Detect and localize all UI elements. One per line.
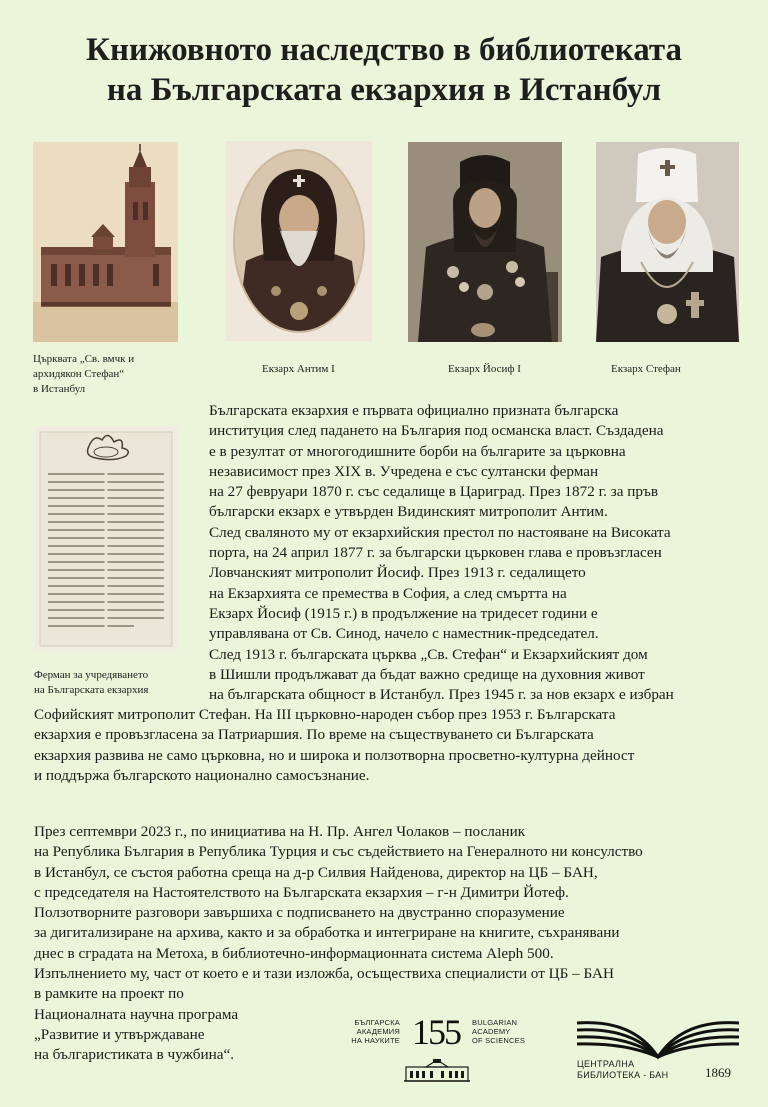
antim-portrait	[226, 141, 372, 341]
bas-logo-en-text: BULGARIAN ACADEMY OF SCIENCES	[472, 1018, 526, 1045]
yosif-caption: Екзарх Йосиф I	[448, 363, 521, 375]
page-title	[0, 30, 768, 110]
ferman-caption: Ферман за учредяването на Българската екзархия	[34, 669, 149, 696]
bas-logo-number: 155	[412, 1012, 460, 1052]
body-text-right: Българската екзархия е първата официално призната българска институция след падането на България под османска власт. Създадена е в резултат от многогодишните борби на българите за църковна независимост през XIX в. Учредена е със султански ферман на 27 февруари 1870 г. със седалище в Цариград. През 1872 г. за пръв български екзарх е утвърден Видинският митрополит Антим. След сваляното му от екзархийския престол по настояване на Високата порта, на 24 април 1877 г. за български църковен глава е провъзгласен Ловчанският митрополит Йосиф. През 1913 г. седалището на Екзархията се премества в София, а след смъртта на Екзарх Йосиф (1915 г.) в продължение на тридесет години е управлявана от Св. Синод, начело с наместник-председател. След 1913 г. българската църква „Св. Стефан“ и Екзархийският дом в Шишли продължават да бъдат важно средище на духовния живот на българската общност в Истанбул. През 1945 г. за нов екзарх е избран	[209, 402, 674, 704]
body-text-second: През септември 2023 г., по инициатива на Н. Пр. Ангел Чолаков – посланик на Република България в Република Турция и със съдействието на Генералното ни консулство в Истанбул, се състоя работна среща на д-р Силвия Найденова, директор на ЦБ – БАН, с председателя на Настоятелството на Българската екзархия – г-н Димитри Йотеф. Ползотворните разговори завършиха с подписването на двустранно споразумение за дигитализиране на архива, както и за обработка и интегриране на книгите, съхранявани днес в сградата на Метоха, в библиотечно-информационната система Aleph 500. Изпълнението му, част от което е и тази изложба, осъществиха специалисти от ЦБ – БАН в рамките на проект по Националната научна програма „Развитие и утвърждаване на българистиката в чужбина“.	[34, 823, 643, 1064]
church-caption: Църквата „Св. вмчк и архидякон Стефан“ в Истанбул	[33, 353, 135, 395]
ferman-document	[34, 426, 178, 652]
bas-logo-bg-text: БЪЛГАРСКА АКАДЕМИЯ НА НАУКИТЕ	[351, 1018, 400, 1045]
stefan-portrait	[596, 142, 739, 342]
body-text-full: Софийският митрополит Стефан. На III църковно-народен събор през 1953 г. Българската екзархия е провъзгласена за Патриаршия. По време на съществуването си Българската екзархия развива не само църковна, но и широка и ползотворна просветно-културна дейност и поддържа българското национално самосъзнание.	[34, 706, 635, 784]
cb-logo-year: 1869	[705, 1065, 731, 1080]
central-library-logo	[573, 1017, 743, 1085]
academy-building-icon	[404, 1059, 470, 1083]
yosif-portrait	[408, 142, 562, 342]
antim-caption: Екзарх Антим I	[262, 363, 335, 375]
title-line-1: Книжовното наследство в библиотеката	[86, 32, 682, 68]
bas-155-logo	[342, 1012, 537, 1085]
church-photo	[33, 142, 178, 342]
open-book-icon	[573, 1017, 743, 1059]
cb-logo-text: ЦЕНТРАЛНА БИБЛИОТЕКА - БАН	[577, 1059, 669, 1080]
stefan-caption: Екзарх Стефан	[611, 363, 681, 375]
title-line-2: на Българската екзархия в Истанбул	[106, 72, 662, 108]
